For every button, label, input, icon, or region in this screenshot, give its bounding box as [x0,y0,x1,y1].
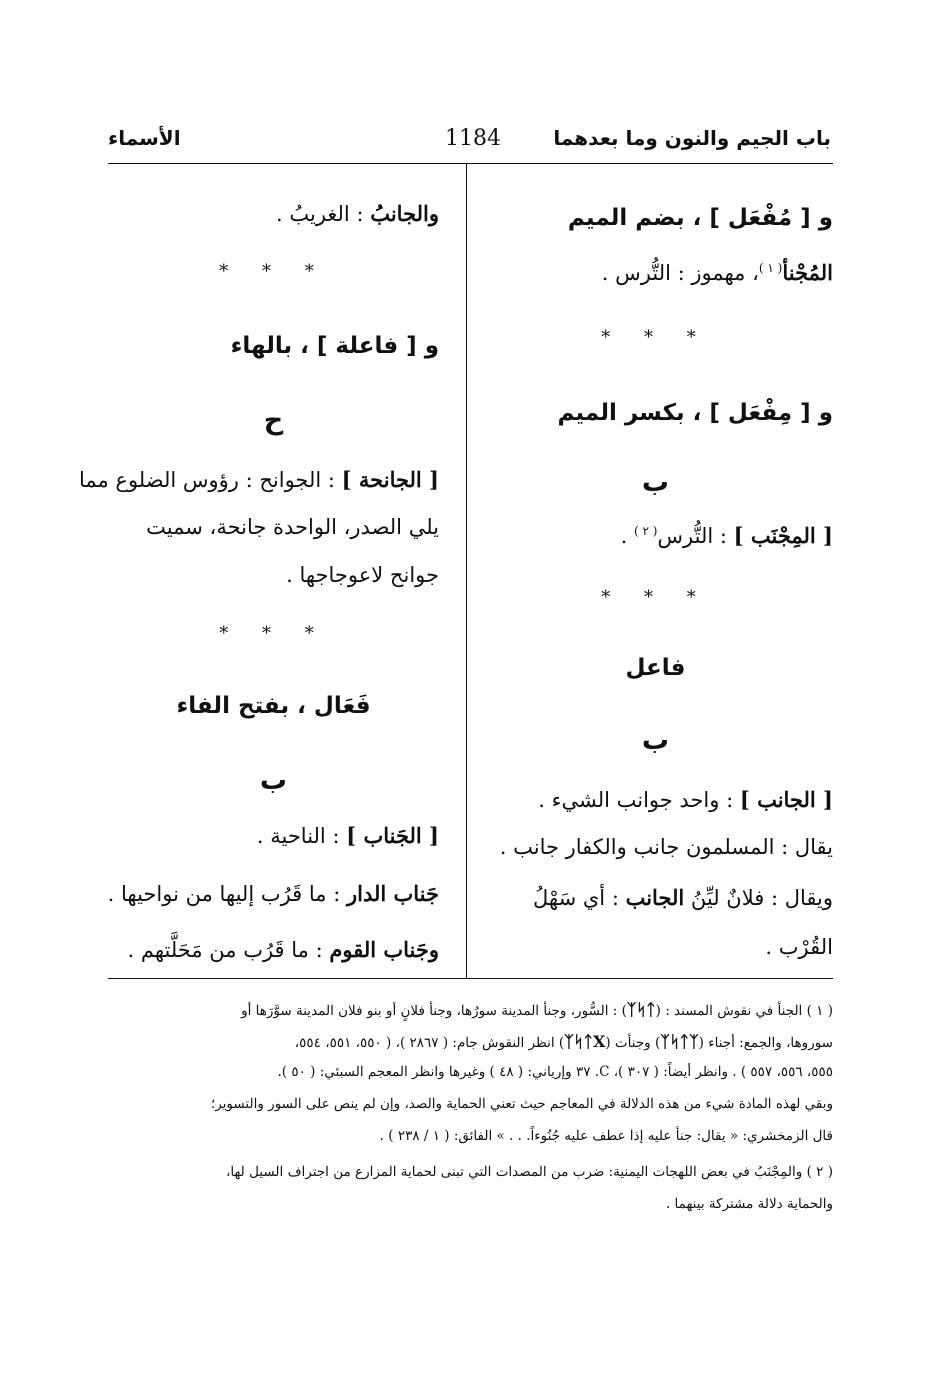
entry-mijnab [621,523,833,549]
musnad-inscription: ᛉᛋᛏX [564,1032,606,1051]
footnote-text: ) : السُّور، وجنأ المدينة سورُها، وجنأ فلانٍ أو بنو فلان المدينة سوَّرَها أو [241,1003,627,1019]
root-letter: ح [263,405,284,436]
entry-janiha [79,467,439,493]
footnote-1-line-2 [108,1032,833,1051]
footnote-1-line-5: قال الزمخشري: « يقال: جنأ عليه إذا عطف عليه جُنُوءاً. . . » الفائق: ( ١ / ٢٣٨ ) . [379,1128,833,1144]
entry-definition: : ما قَرُب إليها من نواحيها . [107,882,347,906]
footnote-2-line-1: ( ٢ ) والمِجْنَبُ في بعض اللهجات اليمنية: ضرب من المصدات التي تبنى لحماية المزارع من اجتراف السيل لها، [225,1164,833,1180]
entry-definition: ، مهموز : التُّرس . [601,261,759,285]
entry-line: القُرْب . [765,935,833,959]
footnote-ref: ( ١ ) [758,261,783,275]
entry-term: [ المِجْنَب ] [733,523,833,548]
separator-stars: * * * [219,261,328,282]
entry-line: يلي الصدر، الواحدة جانحة، سميت [146,515,439,539]
entry-mujna [602,260,833,286]
footnote-text: ) وجنأت ( [605,1035,661,1051]
entry-janib-gharib [276,201,439,227]
footnote-divider [108,978,833,979]
separator-stars: * * * [601,587,710,608]
footnote-text: ) انظر النقوش جام: ( ٢٨٦٧ )، ( ٥٥٠، ٥٥١، ٥٥٤، [294,1035,565,1051]
entry-line [533,885,833,911]
entry-janab [257,823,439,849]
root-letter: ب [641,725,670,756]
entry-definition: : ما قَرُب من مَحَلَّتهم . [127,938,330,962]
chapter-title: باب الجيم والنون وما بعدهما [553,126,831,150]
header-divider [108,163,833,164]
entry-text: : أي سَهْلُ [533,886,626,910]
footnote-1-line-4: وبقي لهذه المادة شيء من هذه الدلالة في المعاجم حيث تعني الحماية والصد، وإن لم ينص على السور والتسوير؛ [210,1096,833,1112]
heading-mifal: و [ مِفْعَل ] ، بكسر الميم [557,400,833,426]
musnad-inscription: ᛉᛋᛏ [626,1000,656,1019]
footnote-1-line-1 [108,1000,833,1019]
footnote-2-line-2: والحماية دلالة مشتركة بينهما . [665,1196,833,1212]
entry-definition: : واحد جوانب الشيء . [538,788,740,812]
root-letter: ب [259,765,288,796]
footnote-ref: ( ٢ ) [633,524,658,538]
heading-faail: فاعل [625,655,686,681]
entry-janab-qawm [128,937,439,963]
entry-term: جَناب الدار [346,881,439,906]
footnote-text: سوروها، والجمع: أجناء ( [698,1035,833,1051]
entry-term: [ الجانب ] [739,787,833,812]
entry-text: ويقال : فلانٌ ليِّنُ [684,886,833,910]
entry-definition: : الغريبُ . [276,202,371,226]
entry-definition: : الناحية . [256,824,347,848]
page-number: 1184 [445,126,501,151]
section-title: الأسماء [108,126,181,150]
entry-term: الجانب [625,885,685,910]
heading-faal: فَعَال ، بفتح الفاء [176,693,371,719]
musnad-inscription: ᛉᛋᛏᛉ [660,1032,699,1051]
entry-term: والجانبُ [370,201,439,226]
entry-end: . [620,524,634,548]
entry-definition: : التُّرس [657,524,734,548]
heading-mufal: و [ مُفْعَل ] ، بضم الميم [567,205,833,231]
entry-term: [ الجانحة ] [341,467,439,492]
column-divider [466,163,467,978]
entry-janab-dar [108,881,439,907]
entry-janib [538,787,833,813]
entry-term: المُجْنأ [782,260,833,285]
heading-faila: و [ فاعلة ] ، بالهاء [230,333,439,359]
footnote-1-line-3: ٥٥٥، ٥٥٦، ٥٥٧ ) . وانظر أيضاً: ( ٣٠٧ )، C. ٣٧ وإرياني: ( ٤٨ ) وغيرها وانظر المعجم السبئي: ( ٥٠ ). [277,1064,833,1080]
entry-term: وجَناب القوم [329,937,439,962]
entry-term: [ الجَناب ] [346,823,439,848]
separator-stars: * * * [219,623,328,644]
entry-line: جوانح لاعوجاجها . [286,563,439,587]
entry-definition: : الجوانح : رؤوس الضلوع مما [78,468,342,492]
entry-line: يقال : المسلمون جانب والكفار جانب . [499,835,833,859]
separator-stars: * * * [601,327,710,348]
footnote-text: ( ١ ) الجنأ في نقوش المسند : ( [655,1003,833,1019]
root-letter: ب [641,467,670,498]
